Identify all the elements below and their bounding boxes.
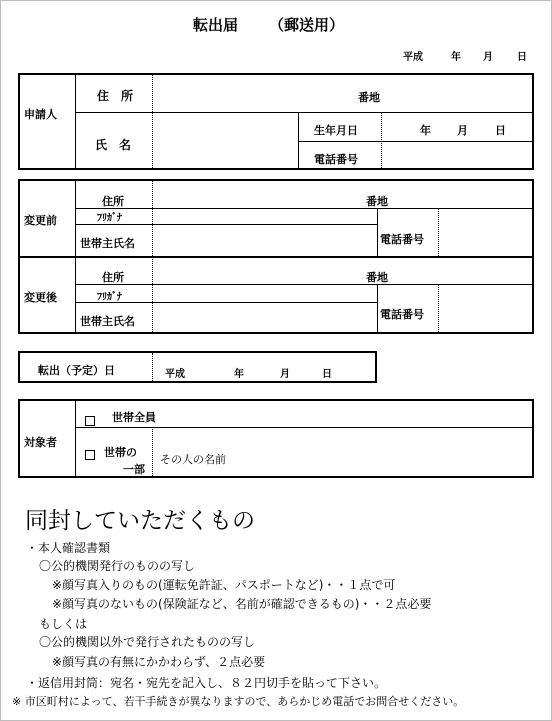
applicant-lot-label: 番地 — [358, 91, 380, 104]
applicant-birth-day: 日 — [495, 124, 506, 137]
enclosure-line: もしくは — [39, 617, 88, 631]
all-household-label: 世帯全員 — [112, 411, 156, 424]
applicant-address-field[interactable] — [153, 76, 531, 109]
enclosure-line: ・返信用封筒：宛名・宛先を記入し、８２円切手を貼って下さい。 — [26, 676, 387, 690]
before-address-label: 住所 — [102, 195, 124, 208]
before-phone-label: 電話番号 — [380, 233, 424, 246]
moveout-year: 年 — [234, 369, 244, 380]
before-furigana-field[interactable] — [153, 208, 375, 222]
enclosure-line: ※顔写真のないもの(保険証など、名前が確認できるもの)・・２点必要 — [52, 597, 432, 611]
enclosure-line: ※顔写真の有無にかかわらず、２点必要 — [52, 655, 266, 669]
before-householder-label: 世帯主氏名 — [80, 237, 135, 250]
date-day: 日 — [517, 52, 527, 63]
applicant-label: 申請人 — [24, 108, 57, 121]
part-name-field[interactable] — [153, 428, 531, 475]
form-title: 転出届 — [193, 16, 239, 34]
before-label: 変更前 — [24, 214, 57, 227]
footer-note: ※ 市区町村によって、若干手続きが異なりますので、あらかじめ電話でお問合せください。 — [12, 695, 465, 708]
enclosures-heading: 同封していただくもの — [25, 508, 255, 534]
target-label: 対象者 — [24, 436, 57, 449]
after-phone-label: 電話番号 — [380, 308, 424, 321]
part-household-checkbox[interactable] — [85, 444, 95, 463]
date-year: 年 — [451, 52, 461, 63]
form-subtitle: （郵送用） — [269, 16, 345, 34]
checkbox-icon — [85, 416, 95, 426]
moveout-day: 日 — [322, 369, 332, 380]
before-householder-field[interactable] — [153, 224, 375, 252]
moveout-date-field[interactable] — [153, 354, 373, 380]
enclosure-line: 〇公的機関発行のものの写し — [39, 559, 196, 573]
after-householder-label: 世帯主氏名 — [80, 315, 135, 328]
before-address-field[interactable] — [153, 182, 531, 206]
before-phone-field[interactable] — [438, 208, 531, 252]
after-furigana-field[interactable] — [153, 285, 375, 299]
moveout-era: 平成 — [165, 369, 185, 380]
enclosure-line: ・本人確認書類 — [26, 541, 111, 555]
before-lot-label: 番地 — [366, 195, 388, 208]
applicant-birth-year: 年 — [420, 124, 431, 137]
part-household-label-1: 世帯の — [104, 446, 137, 459]
before-furigana-label: ﾌﾘｶﾞﾅ — [97, 213, 122, 224]
applicant-name-label: 氏 名 — [95, 138, 132, 152]
applicant-birth-month: 月 — [457, 124, 468, 137]
applicant-phone-label: 電話番号 — [314, 153, 358, 166]
enclosure-line: ※顔写真入りのもの(運転免許証、パスポートなど)・・１点で可 — [52, 578, 396, 592]
part-name-hint: その人の名前 — [160, 453, 226, 466]
applicant-phone-field[interactable] — [382, 143, 531, 167]
applicant-address-label: 住 所 — [97, 89, 134, 103]
date-month: 月 — [483, 52, 493, 63]
part-household-label-2: 一部 — [123, 463, 145, 476]
all-household-checkbox[interactable] — [85, 410, 95, 429]
after-furigana-label: ﾌﾘｶﾞﾅ — [97, 292, 122, 303]
enclosure-line: 〇公的機関以外で発行されたものの写し — [39, 635, 256, 649]
applicant-birth-label: 生年月日 — [314, 124, 358, 137]
after-address-label: 住所 — [102, 271, 124, 284]
moveout-date-label: 転出（予定）日 — [38, 364, 115, 377]
checkbox-icon — [85, 450, 95, 460]
after-lot-label: 番地 — [366, 271, 388, 284]
moveout-month: 月 — [280, 369, 290, 380]
after-address-field[interactable] — [153, 258, 531, 282]
applicant-name-field[interactable] — [153, 113, 295, 167]
after-label: 変更後 — [24, 291, 57, 304]
date-era: 平成 — [403, 52, 423, 63]
after-phone-field[interactable] — [438, 285, 531, 330]
after-householder-field[interactable] — [153, 302, 375, 330]
